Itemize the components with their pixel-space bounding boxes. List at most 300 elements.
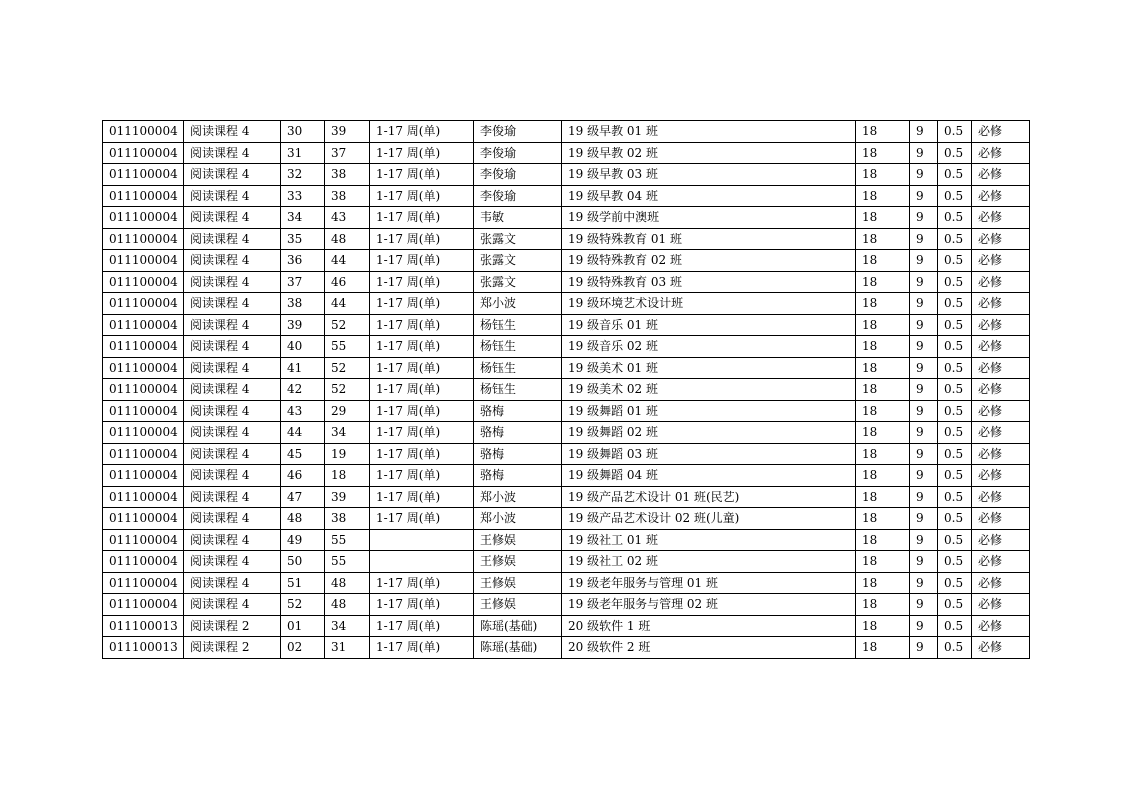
- class-name-cell: 19 级早教 03 班: [562, 164, 856, 186]
- teacher-cell: 李俊瑜: [474, 164, 562, 186]
- student-count-cell: 52: [325, 379, 370, 401]
- table-row: [103, 271, 1030, 293]
- hours-cell: 18: [856, 443, 910, 465]
- table-row: [103, 486, 1030, 508]
- credit-cell: 0.5: [938, 615, 972, 637]
- section-no-cell: 32: [281, 164, 325, 186]
- course-name-cell: 阅读课程 4: [184, 508, 281, 530]
- weekly-hours-cell: 9: [910, 594, 938, 616]
- weeks-cell: 1-17 周(单): [370, 400, 474, 422]
- hours-cell: 18: [856, 465, 910, 487]
- weekly-hours-cell: 9: [910, 551, 938, 573]
- class-name-cell: 19 级早教 01 班: [562, 121, 856, 143]
- teacher-cell: 郑小波: [474, 486, 562, 508]
- section-no-cell: 52: [281, 594, 325, 616]
- credit-cell: 0.5: [938, 572, 972, 594]
- course-name-cell: 阅读课程 4: [184, 443, 281, 465]
- table-row: [103, 250, 1030, 272]
- hours-cell: 18: [856, 594, 910, 616]
- section-no-cell: 01: [281, 615, 325, 637]
- credit-cell: 0.5: [938, 314, 972, 336]
- class-name-cell: 19 级舞蹈 04 班: [562, 465, 856, 487]
- course-name-cell: 阅读课程 4: [184, 142, 281, 164]
- teacher-cell: 杨钰生: [474, 357, 562, 379]
- course-type-cell: 必修: [972, 357, 1030, 379]
- course-schedule-table: [102, 120, 1030, 659]
- table-body: [103, 121, 1030, 659]
- course-type-cell: 必修: [972, 207, 1030, 229]
- course-type-cell: 必修: [972, 400, 1030, 422]
- table-row: [103, 422, 1030, 444]
- course-code-cell: 011100004: [103, 465, 184, 487]
- table-row: [103, 443, 1030, 465]
- teacher-cell: 李俊瑜: [474, 185, 562, 207]
- weekly-hours-cell: 9: [910, 271, 938, 293]
- credit-cell: 0.5: [938, 486, 972, 508]
- teacher-cell: 王修娱: [474, 529, 562, 551]
- section-no-cell: 33: [281, 185, 325, 207]
- course-code-cell: 011100013: [103, 615, 184, 637]
- student-count-cell: 52: [325, 357, 370, 379]
- table-row: [103, 551, 1030, 573]
- table-row: [103, 314, 1030, 336]
- student-count-cell: 38: [325, 164, 370, 186]
- course-type-cell: 必修: [972, 142, 1030, 164]
- class-name-cell: 19 级社工 02 班: [562, 551, 856, 573]
- table-row: [103, 615, 1030, 637]
- course-name-cell: 阅读课程 4: [184, 551, 281, 573]
- weekly-hours-cell: 9: [910, 443, 938, 465]
- course-type-cell: 必修: [972, 121, 1030, 143]
- weekly-hours-cell: 9: [910, 637, 938, 659]
- course-type-cell: 必修: [972, 228, 1030, 250]
- course-name-cell: 阅读课程 4: [184, 357, 281, 379]
- table-row: [103, 637, 1030, 659]
- table-row: [103, 400, 1030, 422]
- course-name-cell: 阅读课程 4: [184, 293, 281, 315]
- course-name-cell: 阅读课程 4: [184, 164, 281, 186]
- teacher-cell: 王修娱: [474, 572, 562, 594]
- section-no-cell: 30: [281, 121, 325, 143]
- hours-cell: 18: [856, 314, 910, 336]
- course-type-cell: 必修: [972, 551, 1030, 573]
- course-code-cell: 011100004: [103, 142, 184, 164]
- course-code-cell: 011100004: [103, 529, 184, 551]
- hours-cell: 18: [856, 250, 910, 272]
- hours-cell: 18: [856, 400, 910, 422]
- class-name-cell: 19 级产品艺术设计 01 班(民艺): [562, 486, 856, 508]
- teacher-cell: 张露文: [474, 271, 562, 293]
- class-name-cell: 19 级早教 04 班: [562, 185, 856, 207]
- section-no-cell: 36: [281, 250, 325, 272]
- student-count-cell: 55: [325, 529, 370, 551]
- teacher-cell: 张露文: [474, 250, 562, 272]
- course-code-cell: 011100004: [103, 551, 184, 573]
- student-count-cell: 39: [325, 121, 370, 143]
- course-name-cell: 阅读课程 2: [184, 615, 281, 637]
- credit-cell: 0.5: [938, 271, 972, 293]
- table-row: [103, 465, 1030, 487]
- hours-cell: 18: [856, 572, 910, 594]
- student-count-cell: 44: [325, 250, 370, 272]
- weeks-cell: 1-17 周(单): [370, 164, 474, 186]
- class-name-cell: 19 级音乐 02 班: [562, 336, 856, 358]
- weeks-cell: 1-17 周(单): [370, 121, 474, 143]
- teacher-cell: 骆梅: [474, 400, 562, 422]
- course-type-cell: 必修: [972, 379, 1030, 401]
- section-no-cell: 48: [281, 508, 325, 530]
- weeks-cell: 1-17 周(单): [370, 443, 474, 465]
- course-name-cell: 阅读课程 4: [184, 400, 281, 422]
- course-name-cell: 阅读课程 4: [184, 250, 281, 272]
- weeks-cell: 1-17 周(单): [370, 228, 474, 250]
- course-type-cell: 必修: [972, 465, 1030, 487]
- weeks-cell: [370, 529, 474, 551]
- student-count-cell: 34: [325, 615, 370, 637]
- weekly-hours-cell: 9: [910, 250, 938, 272]
- weeks-cell: 1-17 周(单): [370, 250, 474, 272]
- section-no-cell: 34: [281, 207, 325, 229]
- section-no-cell: 46: [281, 465, 325, 487]
- class-name-cell: 19 级环境艺术设计班: [562, 293, 856, 315]
- hours-cell: 18: [856, 293, 910, 315]
- class-name-cell: 19 级美术 02 班: [562, 379, 856, 401]
- course-type-cell: 必修: [972, 293, 1030, 315]
- weekly-hours-cell: 9: [910, 164, 938, 186]
- section-no-cell: 51: [281, 572, 325, 594]
- teacher-cell: 陈瑶(基础): [474, 615, 562, 637]
- course-code-cell: 011100004: [103, 207, 184, 229]
- course-name-cell: 阅读课程 4: [184, 572, 281, 594]
- class-name-cell: 19 级舞蹈 03 班: [562, 443, 856, 465]
- weeks-cell: 1-17 周(单): [370, 486, 474, 508]
- credit-cell: 0.5: [938, 121, 972, 143]
- course-name-cell: 阅读课程 4: [184, 465, 281, 487]
- weekly-hours-cell: 9: [910, 314, 938, 336]
- table-row: [103, 207, 1030, 229]
- credit-cell: 0.5: [938, 164, 972, 186]
- credit-cell: 0.5: [938, 400, 972, 422]
- section-no-cell: 42: [281, 379, 325, 401]
- weekly-hours-cell: 9: [910, 228, 938, 250]
- credit-cell: 0.5: [938, 142, 972, 164]
- weeks-cell: 1-17 周(单): [370, 594, 474, 616]
- section-no-cell: 43: [281, 400, 325, 422]
- weeks-cell: 1-17 周(单): [370, 142, 474, 164]
- table-row: [103, 508, 1030, 530]
- teacher-cell: 郑小波: [474, 508, 562, 530]
- credit-cell: 0.5: [938, 465, 972, 487]
- course-type-cell: 必修: [972, 508, 1030, 530]
- table-row: [103, 293, 1030, 315]
- weekly-hours-cell: 9: [910, 185, 938, 207]
- weeks-cell: 1-17 周(单): [370, 314, 474, 336]
- weeks-cell: 1-17 周(单): [370, 271, 474, 293]
- course-code-cell: 011100004: [103, 400, 184, 422]
- course-type-cell: 必修: [972, 594, 1030, 616]
- course-type-cell: 必修: [972, 422, 1030, 444]
- course-name-cell: 阅读课程 4: [184, 121, 281, 143]
- class-name-cell: 19 级特殊教育 03 班: [562, 271, 856, 293]
- section-no-cell: 50: [281, 551, 325, 573]
- student-count-cell: 29: [325, 400, 370, 422]
- credit-cell: 0.5: [938, 293, 972, 315]
- section-no-cell: 31: [281, 142, 325, 164]
- student-count-cell: 48: [325, 572, 370, 594]
- weeks-cell: 1-17 周(单): [370, 615, 474, 637]
- table-row: [103, 142, 1030, 164]
- credit-cell: 0.5: [938, 508, 972, 530]
- weekly-hours-cell: 9: [910, 293, 938, 315]
- hours-cell: 18: [856, 271, 910, 293]
- class-name-cell: 19 级舞蹈 01 班: [562, 400, 856, 422]
- course-code-cell: 011100004: [103, 572, 184, 594]
- table-row: [103, 529, 1030, 551]
- course-type-cell: 必修: [972, 336, 1030, 358]
- hours-cell: 18: [856, 486, 910, 508]
- class-name-cell: 19 级美术 01 班: [562, 357, 856, 379]
- weekly-hours-cell: 9: [910, 529, 938, 551]
- teacher-cell: 郑小波: [474, 293, 562, 315]
- student-count-cell: 19: [325, 443, 370, 465]
- teacher-cell: 王修娱: [474, 594, 562, 616]
- course-name-cell: 阅读课程 4: [184, 228, 281, 250]
- student-count-cell: 48: [325, 228, 370, 250]
- class-name-cell: 20 级软件 2 班: [562, 637, 856, 659]
- weekly-hours-cell: 9: [910, 121, 938, 143]
- table-row: [103, 185, 1030, 207]
- teacher-cell: 王修娱: [474, 551, 562, 573]
- credit-cell: 0.5: [938, 207, 972, 229]
- table-row: [103, 357, 1030, 379]
- credit-cell: 0.5: [938, 379, 972, 401]
- class-name-cell: 19 级特殊教育 02 班: [562, 250, 856, 272]
- section-no-cell: 45: [281, 443, 325, 465]
- weekly-hours-cell: 9: [910, 465, 938, 487]
- table-row: [103, 228, 1030, 250]
- student-count-cell: 31: [325, 637, 370, 659]
- weekly-hours-cell: 9: [910, 572, 938, 594]
- course-code-cell: 011100004: [103, 185, 184, 207]
- course-code-cell: 011100004: [103, 336, 184, 358]
- credit-cell: 0.5: [938, 594, 972, 616]
- hours-cell: 18: [856, 185, 910, 207]
- weekly-hours-cell: 9: [910, 142, 938, 164]
- weekly-hours-cell: 9: [910, 336, 938, 358]
- weekly-hours-cell: 9: [910, 400, 938, 422]
- course-type-cell: 必修: [972, 529, 1030, 551]
- credit-cell: 0.5: [938, 551, 972, 573]
- course-code-cell: 011100004: [103, 379, 184, 401]
- class-name-cell: 19 级社工 01 班: [562, 529, 856, 551]
- table-row: [103, 594, 1030, 616]
- class-name-cell: 19 级舞蹈 02 班: [562, 422, 856, 444]
- table-row: [103, 121, 1030, 143]
- section-no-cell: 44: [281, 422, 325, 444]
- student-count-cell: 37: [325, 142, 370, 164]
- teacher-cell: 骆梅: [474, 465, 562, 487]
- section-no-cell: 41: [281, 357, 325, 379]
- credit-cell: 0.5: [938, 422, 972, 444]
- credit-cell: 0.5: [938, 637, 972, 659]
- teacher-cell: 杨钰生: [474, 379, 562, 401]
- weeks-cell: [370, 551, 474, 573]
- course-code-cell: 011100004: [103, 422, 184, 444]
- student-count-cell: 55: [325, 551, 370, 573]
- table-row: [103, 572, 1030, 594]
- course-name-cell: 阅读课程 4: [184, 486, 281, 508]
- student-count-cell: 52: [325, 314, 370, 336]
- student-count-cell: 18: [325, 465, 370, 487]
- course-name-cell: 阅读课程 4: [184, 422, 281, 444]
- hours-cell: 18: [856, 508, 910, 530]
- course-type-cell: 必修: [972, 314, 1030, 336]
- course-name-cell: 阅读课程 4: [184, 185, 281, 207]
- credit-cell: 0.5: [938, 443, 972, 465]
- class-name-cell: 19 级音乐 01 班: [562, 314, 856, 336]
- hours-cell: 18: [856, 357, 910, 379]
- hours-cell: 18: [856, 164, 910, 186]
- teacher-cell: 杨钰生: [474, 336, 562, 358]
- class-name-cell: 20 级软件 1 班: [562, 615, 856, 637]
- section-no-cell: 38: [281, 293, 325, 315]
- course-code-cell: 011100004: [103, 594, 184, 616]
- course-name-cell: 阅读课程 4: [184, 336, 281, 358]
- student-count-cell: 38: [325, 185, 370, 207]
- course-name-cell: 阅读课程 2: [184, 637, 281, 659]
- section-no-cell: 35: [281, 228, 325, 250]
- course-code-cell: 011100004: [103, 121, 184, 143]
- course-code-cell: 011100004: [103, 508, 184, 530]
- course-code-cell: 011100013: [103, 637, 184, 659]
- weekly-hours-cell: 9: [910, 615, 938, 637]
- weeks-cell: 1-17 周(单): [370, 336, 474, 358]
- class-name-cell: 19 级老年服务与管理 01 班: [562, 572, 856, 594]
- course-code-cell: 011100004: [103, 250, 184, 272]
- table-row: [103, 379, 1030, 401]
- course-type-cell: 必修: [972, 185, 1030, 207]
- credit-cell: 0.5: [938, 228, 972, 250]
- weeks-cell: 1-17 周(单): [370, 508, 474, 530]
- course-type-cell: 必修: [972, 164, 1030, 186]
- section-no-cell: 40: [281, 336, 325, 358]
- course-code-cell: 011100004: [103, 228, 184, 250]
- weeks-cell: 1-17 周(单): [370, 207, 474, 229]
- hours-cell: 18: [856, 336, 910, 358]
- course-code-cell: 011100004: [103, 443, 184, 465]
- weeks-cell: 1-17 周(单): [370, 637, 474, 659]
- weekly-hours-cell: 9: [910, 207, 938, 229]
- teacher-cell: 陈瑶(基础): [474, 637, 562, 659]
- teacher-cell: 李俊瑜: [474, 142, 562, 164]
- hours-cell: 18: [856, 379, 910, 401]
- course-name-cell: 阅读课程 4: [184, 529, 281, 551]
- hours-cell: 18: [856, 228, 910, 250]
- student-count-cell: 48: [325, 594, 370, 616]
- hours-cell: 18: [856, 615, 910, 637]
- teacher-cell: 李俊瑜: [474, 121, 562, 143]
- course-name-cell: 阅读课程 4: [184, 594, 281, 616]
- section-no-cell: 47: [281, 486, 325, 508]
- section-no-cell: 49: [281, 529, 325, 551]
- course-name-cell: 阅读课程 4: [184, 314, 281, 336]
- class-name-cell: 19 级学前中澳班: [562, 207, 856, 229]
- course-code-cell: 011100004: [103, 271, 184, 293]
- student-count-cell: 44: [325, 293, 370, 315]
- student-count-cell: 34: [325, 422, 370, 444]
- student-count-cell: 39: [325, 486, 370, 508]
- hours-cell: 18: [856, 121, 910, 143]
- weekly-hours-cell: 9: [910, 508, 938, 530]
- course-name-cell: 阅读课程 4: [184, 271, 281, 293]
- weekly-hours-cell: 9: [910, 357, 938, 379]
- course-type-cell: 必修: [972, 250, 1030, 272]
- class-name-cell: 19 级早教 02 班: [562, 142, 856, 164]
- student-count-cell: 55: [325, 336, 370, 358]
- course-type-cell: 必修: [972, 486, 1030, 508]
- teacher-cell: 骆梅: [474, 422, 562, 444]
- table-row: [103, 164, 1030, 186]
- teacher-cell: 韦敏: [474, 207, 562, 229]
- weeks-cell: 1-17 周(单): [370, 572, 474, 594]
- class-name-cell: 19 级产品艺术设计 02 班(儿童): [562, 508, 856, 530]
- weeks-cell: 1-17 周(单): [370, 185, 474, 207]
- hours-cell: 18: [856, 529, 910, 551]
- hours-cell: 18: [856, 422, 910, 444]
- weeks-cell: 1-17 周(单): [370, 465, 474, 487]
- course-name-cell: 阅读课程 4: [184, 379, 281, 401]
- class-name-cell: 19 级特殊教育 01 班: [562, 228, 856, 250]
- section-no-cell: 37: [281, 271, 325, 293]
- teacher-cell: 骆梅: [474, 443, 562, 465]
- teacher-cell: 杨钰生: [474, 314, 562, 336]
- hours-cell: 18: [856, 207, 910, 229]
- weeks-cell: 1-17 周(单): [370, 422, 474, 444]
- weeks-cell: 1-17 周(单): [370, 293, 474, 315]
- course-code-cell: 011100004: [103, 357, 184, 379]
- course-code-cell: 011100004: [103, 314, 184, 336]
- weeks-cell: 1-17 周(单): [370, 379, 474, 401]
- teacher-cell: 张露文: [474, 228, 562, 250]
- course-name-cell: 阅读课程 4: [184, 207, 281, 229]
- course-type-cell: 必修: [972, 615, 1030, 637]
- course-type-cell: 必修: [972, 572, 1030, 594]
- course-type-cell: 必修: [972, 443, 1030, 465]
- course-code-cell: 011100004: [103, 486, 184, 508]
- class-name-cell: 19 级老年服务与管理 02 班: [562, 594, 856, 616]
- course-type-cell: 必修: [972, 637, 1030, 659]
- credit-cell: 0.5: [938, 529, 972, 551]
- course-code-cell: 011100004: [103, 293, 184, 315]
- credit-cell: 0.5: [938, 250, 972, 272]
- credit-cell: 0.5: [938, 336, 972, 358]
- student-count-cell: 43: [325, 207, 370, 229]
- section-no-cell: 02: [281, 637, 325, 659]
- credit-cell: 0.5: [938, 357, 972, 379]
- hours-cell: 18: [856, 637, 910, 659]
- table-row: [103, 336, 1030, 358]
- student-count-cell: 38: [325, 508, 370, 530]
- student-count-cell: 46: [325, 271, 370, 293]
- course-type-cell: 必修: [972, 271, 1030, 293]
- weekly-hours-cell: 9: [910, 379, 938, 401]
- weekly-hours-cell: 9: [910, 486, 938, 508]
- hours-cell: 18: [856, 142, 910, 164]
- hours-cell: 18: [856, 551, 910, 573]
- course-code-cell: 011100004: [103, 164, 184, 186]
- credit-cell: 0.5: [938, 185, 972, 207]
- section-no-cell: 39: [281, 314, 325, 336]
